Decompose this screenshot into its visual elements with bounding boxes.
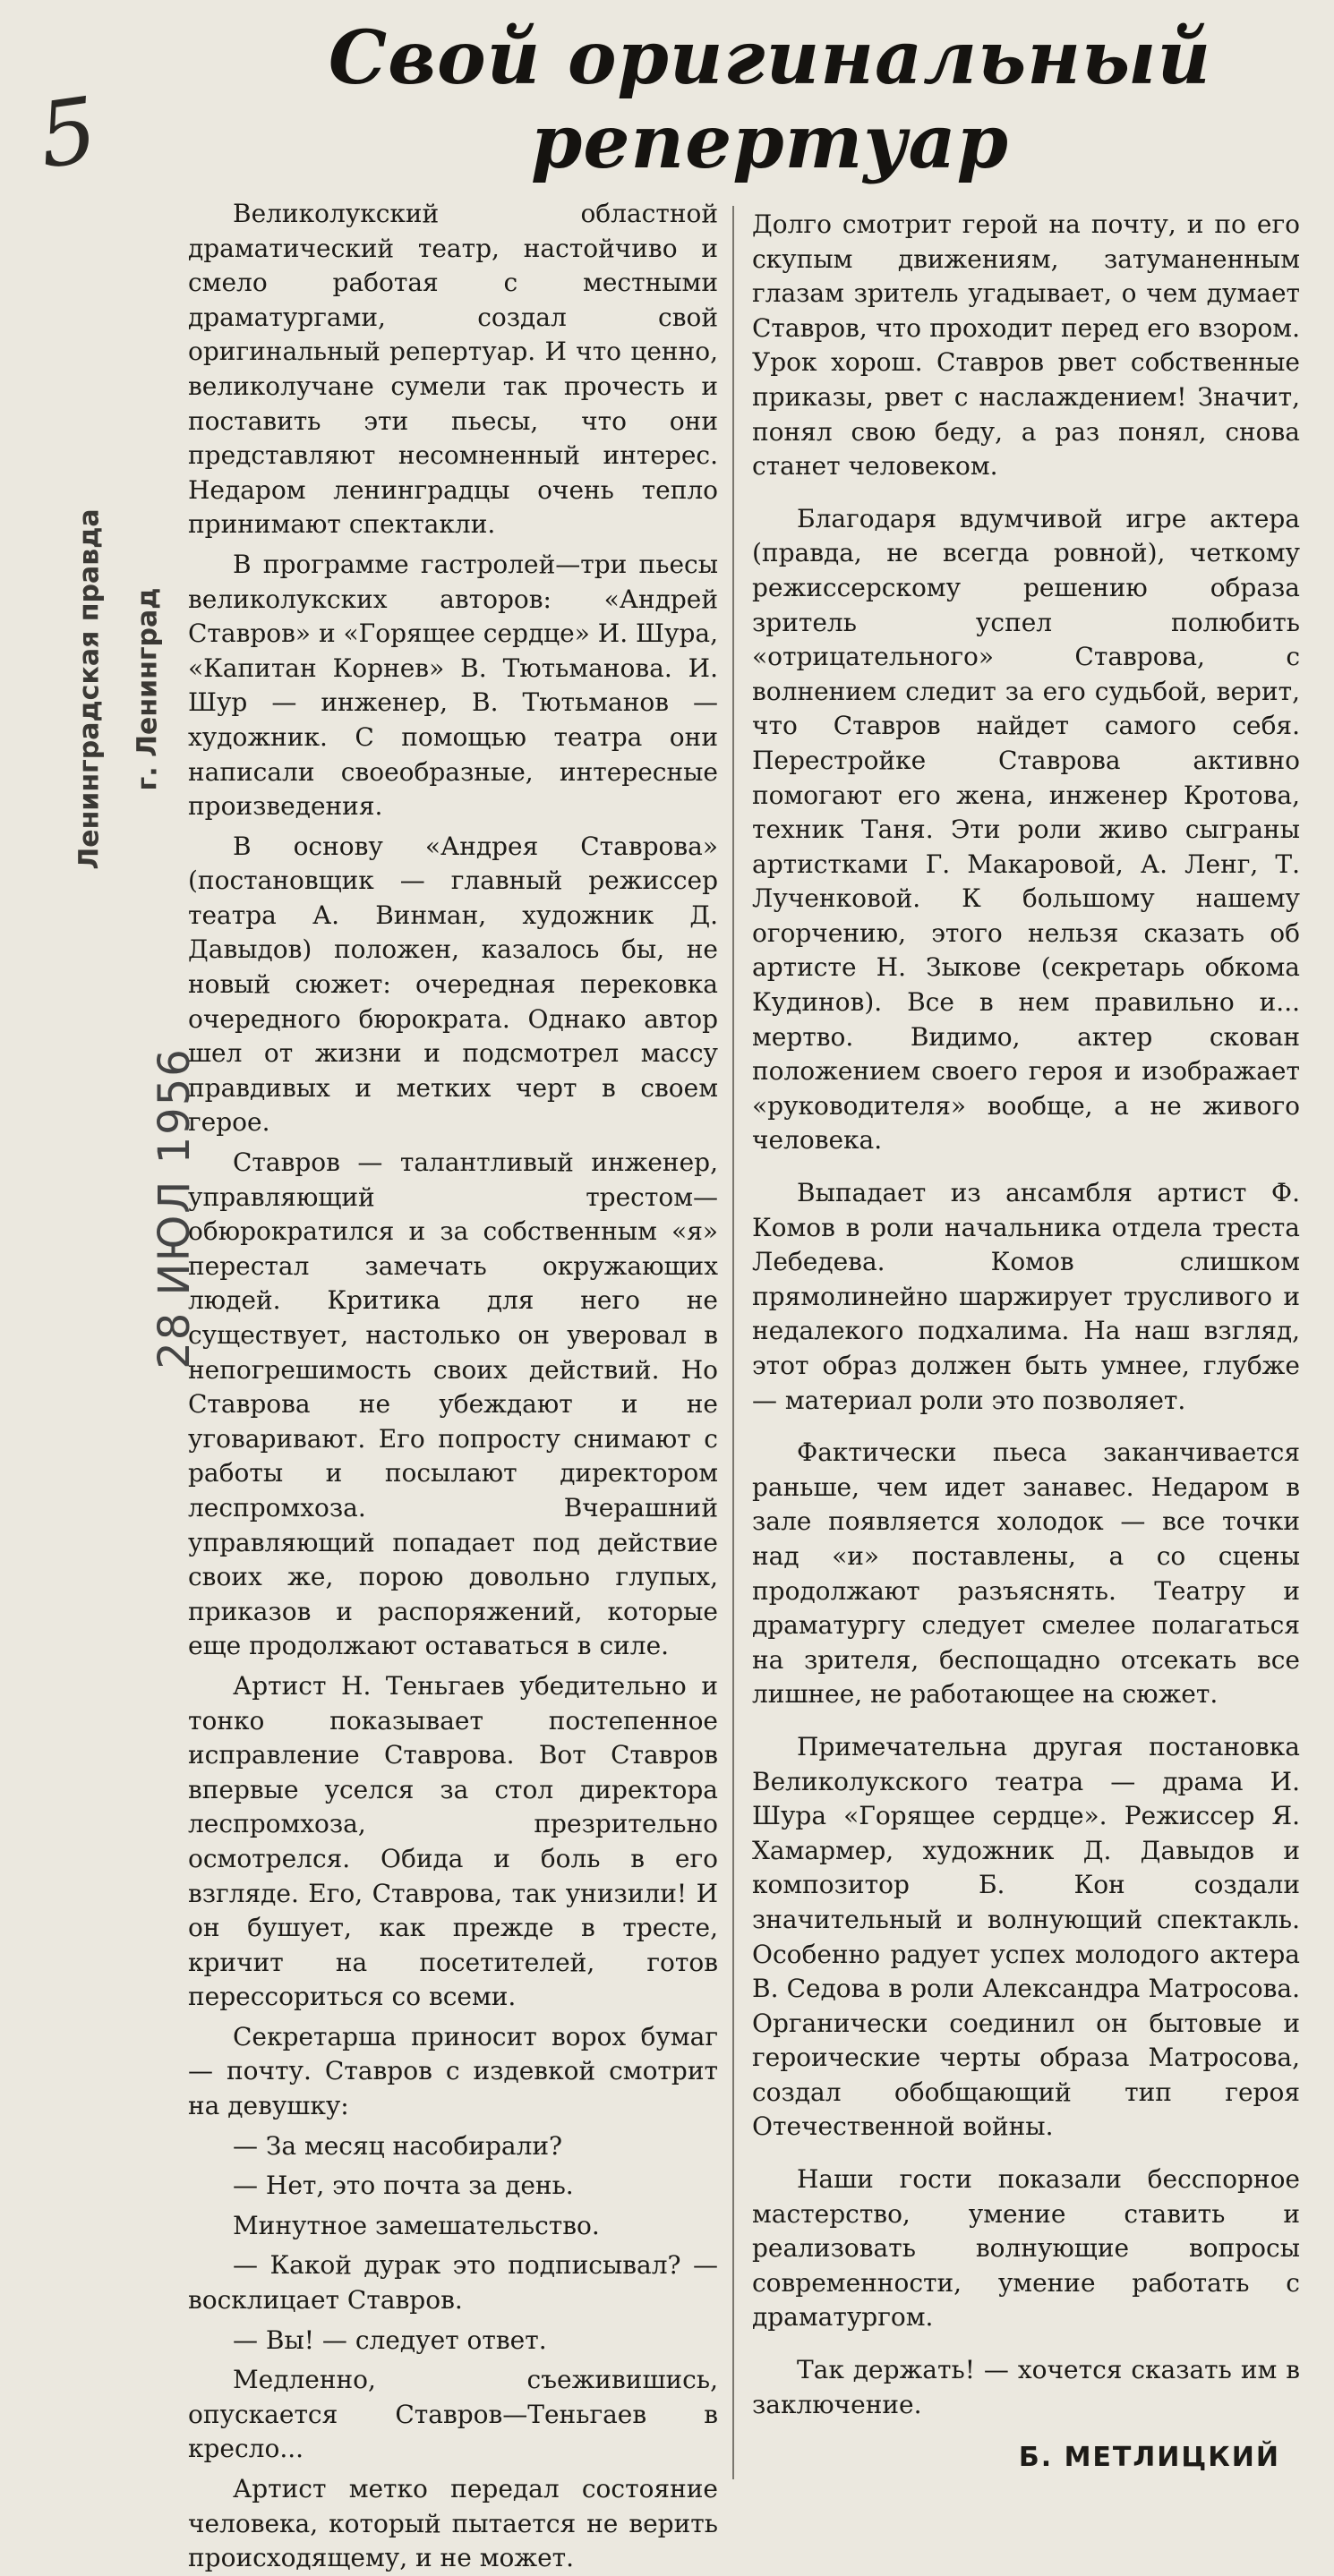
paragraph: Долго смотрит герой на почту, и по его скупым движениям, затуманенным глазам зритель угадывает, о чем думает Ставров, что проходит перед его взором. Урок хорош. Ставров рвет собственные приказы, рвет с наслаждением! Значит, понял свою беду, а раз понял, снова станет человеком.: [752, 209, 1300, 482]
paragraph: Ставров — талантливый инженер, управляющий трестом—обюрократился и за собственным «я» перестал замечать окружающих людей. Критика для него не существует, настолько он уверовал в непогрешимость своих действий. Но Ставрова не убеждают и не уговаривают. Его попросту снимают с работы и посылают директором леспромхоза. Вчерашний управляющий попадает под действие своих же, порою довольно глупых, приказов и распоряжений, которые еще продолжают оставаться в силе.: [188, 1147, 718, 1661]
left-column: [188, 197, 718, 2576]
paragraph: Великолукский областной драматический театр, настойчиво и смело работая с местными драматургами, создал свой оригинальный репертуар. И что ценно, великолучане сумели так прочесть и поставить эти пьесы, что они представляют несомненный интерес. Недаром ленинградцы очень тепло принимают спектакли.: [188, 199, 718, 540]
title-line-2: репертуар: [531, 99, 1009, 185]
paragraph: Секретарша приносит ворох бумаг — почту. Ставров с издевкой смотрит на девушку:: [188, 2021, 718, 2121]
paragraph: Артист метко передал состояние человека, который пытается не верить происходящему, и не может.: [188, 2474, 718, 2573]
paragraph: Так держать! — хочется сказать им в заключение.: [752, 2355, 1300, 2419]
newspaper-name: Ленинградская правда: [73, 508, 106, 870]
column-divider: [732, 206, 734, 2479]
dialog-line: — За месяц насобирали?: [233, 2130, 563, 2161]
paragraph: В программе гастролей—три пьесы великолукских авторов: «Андрей Ставров» и «Горящее сердце» И. Шура, «Капитан Корнев» В. Тютьманова. И. Шур — инженер, В. Тютьманов — художник. С помощью театра они написали своеобразные, интересные произведения.: [188, 549, 718, 822]
city-name: г. Ленинград: [132, 587, 164, 791]
paragraph: Медленно, съеживишись, опускается Ставров—Теньгаев в кресло...: [188, 2365, 718, 2464]
paragraph: Примечательна другая постановка Великолукского театра — драма И. Шура «Горящее сердце». Режиссер Я. Хамармер, художник Д. Давыдов и композитор Б. Кон создали значительный и волнующий спектакль. Особенно радует успех молодого актера В. Седова в роли Александра Матросова. Органически соединил он бытовые и героические черты образа Матросова, создал обобщающий тип героя Отечественной войны.: [752, 1731, 1300, 2142]
paragraph: В основу «Андрея Ставрова» (постановщик — главный режиссер театра А. Винман, художник Д. Давыдов) положен, казалось бы, не новый сюжет: очередная перековка очередного бюрократа. Однако автор шел от жизни и подсмотрел массу правдивых и метких черт в своем герое.: [188, 831, 718, 1138]
paragraph: Выпадает из ансамбля артист Ф. Комов в роли начальника отдела треста Лебедева. Комов слишком прямолинейно шаржирует трусливого и недалекого подхалима. На наш взгляд, этот образ должен быть умнее, глубже — материал роли это позволяет.: [752, 1178, 1300, 1415]
paragraph: Фактически пьеса заканчивается раньше, чем идет занавес. Недаром в зале появляется холодок — все точки над «и» поставлены, а со сцены продолжают разъяснять. Театру и драматургу следует смелее полагаться на зрителя, беспощадно отсекать все лишнее, не работающее на сюжет.: [752, 1437, 1300, 1710]
paragraph: Наши гости показали бесспорное мастерство, умение ставить и реализовать волнующие вопросы современности, умение работать с драматургом.: [752, 2164, 1300, 2333]
title-line-1: Свой оригинальный: [328, 15, 1212, 101]
right-column: [752, 208, 1300, 2422]
city-stamp: [121, 501, 175, 877]
paragraph: Артист Н. Теньгаев убедительно и тонко показывает постепенное исправление Ставрова. Вот Ставров впервые уселся за стол директора леспромхоза, презрительно осмотрелся. Обида и боль в его взгляде. Его, Ставрова, так унизили! И он бушует, как прежде в тресте, кричит на посетителей, готов перессориться со всеми.: [188, 1670, 718, 2012]
handwritten-number: 5: [32, 77, 104, 189]
dialog-line: — Нет, это почта за день.: [233, 2171, 574, 2201]
article-title: [269, 16, 1271, 184]
dialog-line: — Вы! — следует ответ.: [233, 2324, 547, 2355]
paragraph: Благодаря вдумчивой игре актера (правда, не всегда ровной), четкому режиссерскому решению образа зритель успел полюбить «отрицательного» Ставрова, с волнением следит за его судьбой, верит, что Ставров найдет самого себя. Перестройке Ставрова активно помогают его жена, инженер Кротова, техник Таня. Эти роли живо сыграны артистками Г. Макаровой, А. Ленг, Т. Лученковой. К большому нашему огорчению, этого нельзя сказать об артисте Н. Зыкове (секретарь обкома Кудинов). Все в нем правильно и... мертво. Видимо, актер скован положением своего героя и изображает «руководителя» вообще, а не живого человека.: [752, 503, 1300, 1156]
dialog-line: — Какой дурак это подписывал? — восклицает Ставров.: [188, 2250, 718, 2316]
date-text: 28 ИЮЛ 1956: [150, 1047, 200, 1369]
dialog-line: Минутное замешательство.: [233, 2210, 600, 2240]
author-signature: Б. МЕТЛИЦКИЙ: [1018, 2442, 1280, 2473]
newspaper-name-stamp: [54, 501, 125, 877]
